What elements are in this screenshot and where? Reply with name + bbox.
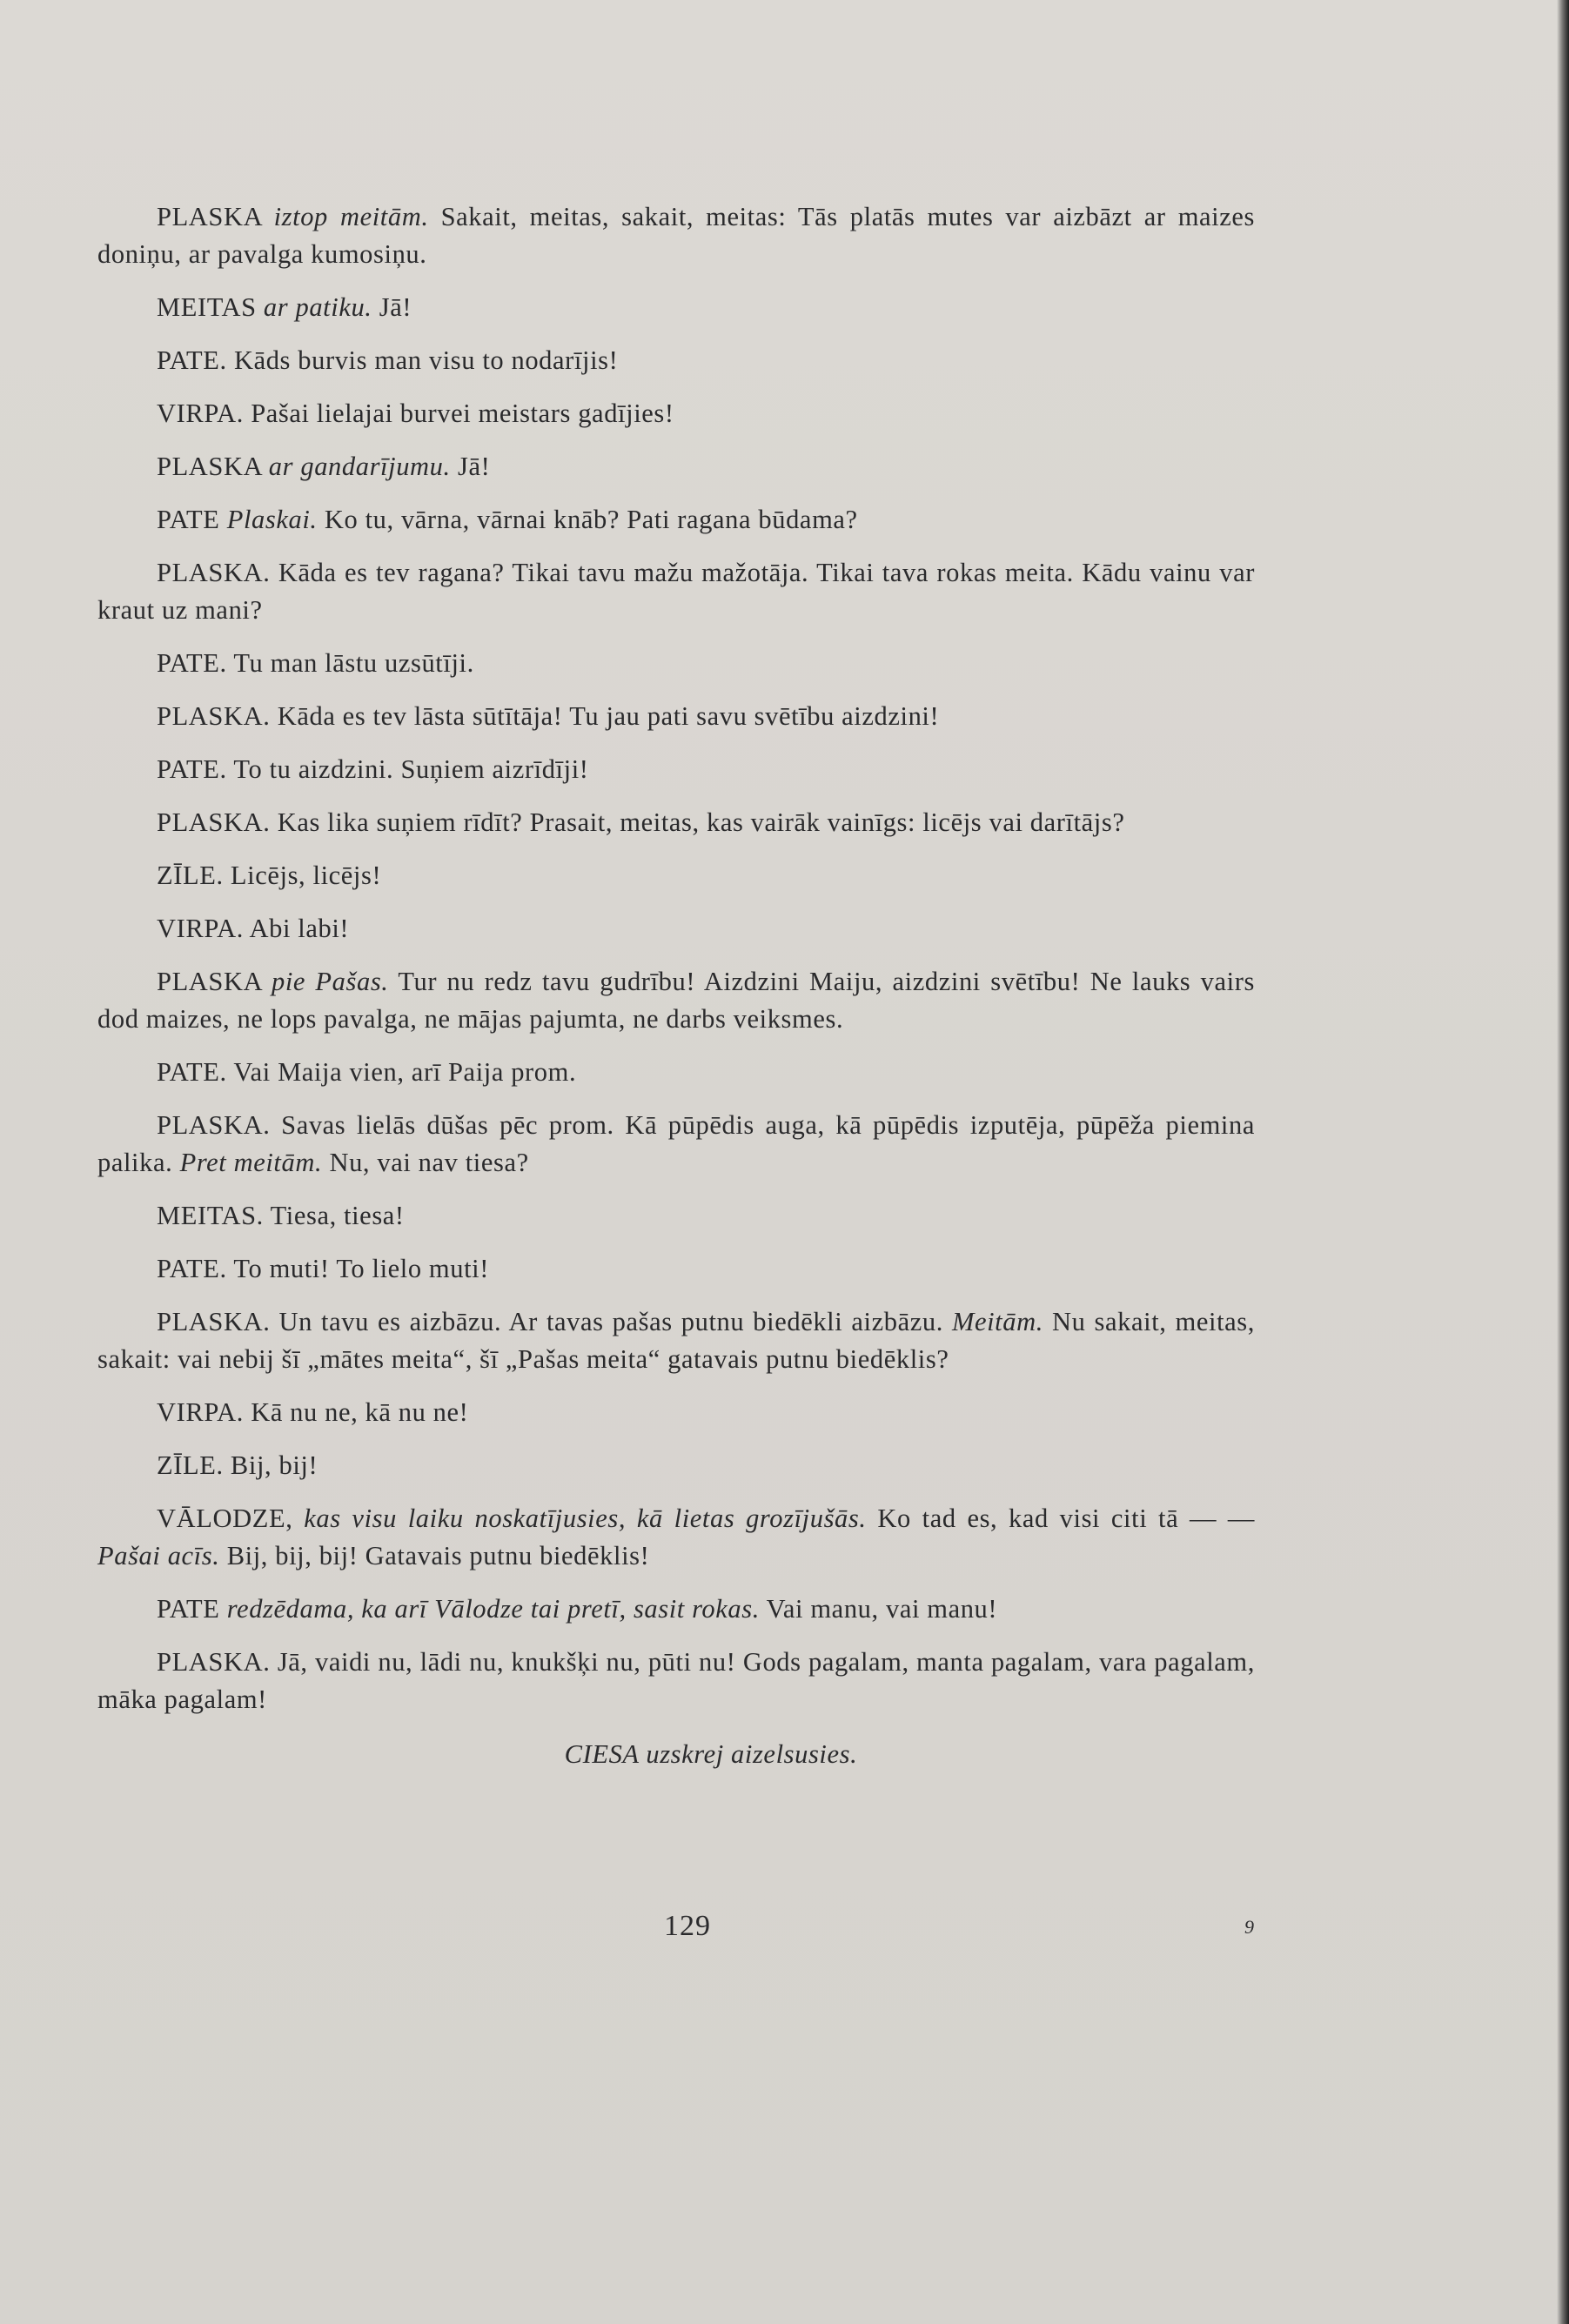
speaker-name: PLASKA. <box>157 1307 271 1336</box>
speaker-name: MEITAS. <box>157 1201 264 1230</box>
page-edge-shadow <box>1557 0 1569 2324</box>
speaker-name: PATE. <box>157 1254 227 1283</box>
speech-text: To tu aizdzini. Suņiem aizrīdīji! <box>233 754 589 784</box>
dialogue-paragraph <box>97 1054 1255 1091</box>
speech-text: Tiesa, tiesa! <box>270 1201 405 1230</box>
speaker-name: PLASKA. <box>157 558 271 587</box>
speech-text: Sakait, meitas, sakait, meitas: Tās platās mutes var aizbāzt ar maizes doniņu, ar pavalga kumosiņu. <box>97 202 1255 269</box>
speech-text: Tu man lāstu uzsūtīji. <box>233 648 474 678</box>
dialogue-paragraph <box>97 1107 1255 1182</box>
speech-text: Ko tu, vārna, vārnai knāb? Pati ragana būdama? <box>324 505 858 534</box>
speech-text: Kāds burvis man visu to nodarījis! <box>233 345 619 375</box>
speech-text: Kāda es tev lāsta sūtītāja! Tu jau pati savu svētību aizdzini! <box>277 701 940 731</box>
speech-text: Savas lielās dūšas pēc prom. Kā pūpēdis auga, kā pūpēdis izputēja, pūpēža pieminа palika. <box>97 1110 1255 1177</box>
dialogue-paragraph <box>97 645 1255 682</box>
stage-direction: Pret meitām. <box>179 1148 323 1177</box>
dialogue-paragraph <box>97 910 1255 948</box>
speech-text: Jā! <box>458 452 491 481</box>
speaker-name: ZĪLE. <box>157 1450 224 1480</box>
stage-direction: pie Pašas. <box>271 967 389 996</box>
speech-text: Vai Maija vien, arī Paija prom. <box>233 1057 577 1087</box>
dialogue-paragraph <box>97 1303 1255 1378</box>
speaker-name: VĀLODZE, <box>157 1504 293 1533</box>
dialogue-paragraph <box>97 342 1255 379</box>
dialogue-paragraph <box>97 1447 1255 1484</box>
speaker-name: PLASKA <box>157 202 262 231</box>
speech-text: Nu sakait, meitas, sakait: vai nebij šī „mātes meita“, šī „Pašas meita“ gatavais putnu biedēklis? <box>97 1307 1255 1374</box>
stage-direction: Pašai acīs. <box>97 1541 220 1571</box>
speaker-name: PATE. <box>157 648 227 678</box>
speech-text: Ko tad es, kad visi citi tā — — <box>877 1504 1255 1533</box>
page-number: 129 <box>664 1910 711 1942</box>
stage-direction: iztop meitām. <box>273 202 429 231</box>
dialogue-paragraph <box>97 554 1255 629</box>
speech-text: Abi labi! <box>249 914 350 943</box>
dialogue-paragraph <box>97 804 1255 841</box>
speech-text: Jā! <box>379 292 412 322</box>
speech-text: Kā nu ne, kā nu ne! <box>251 1397 469 1427</box>
dialogue-paragraph <box>97 1591 1255 1628</box>
dialogue-paragraph <box>97 448 1255 486</box>
speech-text: Pašai lielajai burvei meistars gadījies! <box>251 398 674 428</box>
speaker-name: PLASKA. <box>157 701 271 731</box>
speech-text: Bij, bij! <box>230 1450 318 1480</box>
speaker-name: PATE. <box>157 345 227 375</box>
speaker-name: PLASKA <box>157 967 262 996</box>
stage-direction: Meitām. <box>951 1307 1043 1336</box>
dialogue-paragraph <box>97 698 1255 735</box>
speaker-name: PATE <box>157 1594 220 1624</box>
speech-text: Kas lika suņiem rīdīt? Prasait, meitas, kas vairāk vainīgs: licējs vai darītājs? <box>277 807 1125 837</box>
speaker-name: PLASKA. <box>157 807 271 837</box>
speech-text: Kāda es tev ragana? Tikai tavu mažu mažotāja. Tikai tava rokas meita. Kādu vainu var kraut uz mani? <box>97 558 1255 625</box>
speech-text: Bij, bij, bij! Gatavais putnu biedēklis! <box>226 1541 650 1571</box>
speaker-name: VIRPA. <box>157 914 244 943</box>
dialogue-paragraph <box>97 857 1255 894</box>
speech-text: Licējs, licējs! <box>230 861 382 890</box>
speaker-name: VIRPA. <box>157 398 244 428</box>
dialogue-paragraph <box>97 198 1255 273</box>
speaker-name: PLASKA. <box>157 1110 271 1140</box>
dialogue-paragraph <box>97 1197 1255 1235</box>
dialogue-paragraph <box>97 751 1255 788</box>
speaker-name: ZĪLE. <box>157 861 224 890</box>
speaker-name: VIRPA. <box>157 1397 244 1427</box>
dialogue-paragraph <box>97 963 1255 1038</box>
speech-text: Jā, vaidi nu, lādi nu, knukšķi nu, pūti nu! Gods pagalam, manta pagalam, vara pagalam, māka pagalam! <box>97 1647 1255 1714</box>
speech-text: To muti! To lielo muti! <box>233 1254 490 1283</box>
speech-text: Un tavu es aizbāzu. Ar tavas pašas putnu biedēkli aizbāzu. <box>278 1307 943 1336</box>
speaker-name: PLASKA. <box>157 1647 271 1677</box>
stage-direction: Plaskai. <box>226 505 318 534</box>
dialogue-paragraph <box>97 1250 1255 1288</box>
speech-text: Tur nu redz tavu gudrību! Aizdzini Maiju, aizdzini svētību! Ne lauks vairs dod maizes, ne lops pavalga, ne mājas pajumta, ne darbs veiksmes. <box>97 967 1255 1034</box>
dialogue-paragraph <box>97 395 1255 432</box>
dialogue-paragraph <box>97 1500 1255 1575</box>
speech-text: Nu, vai nav tiesa? <box>329 1148 529 1177</box>
dialogue-paragraph <box>97 501 1255 539</box>
signature-mark: 9 <box>1244 1916 1254 1938</box>
speaker-name: PATE. <box>157 1057 227 1087</box>
stage-direction: ar gandarījumu. <box>268 452 451 481</box>
speaker-name: PATE. <box>157 754 227 784</box>
speaker-name: MEITAS <box>157 292 257 322</box>
closing-stage-direction: CIESA uzskrej aizelsusies. <box>564 1739 858 1769</box>
stage-direction: redzēdama, ka arī Vālodze tai pretī, sasit rokas. <box>226 1594 760 1624</box>
dialogue-paragraph <box>97 289 1255 326</box>
speech-text: Vai manu, vai manu! <box>766 1594 998 1624</box>
stage-direction: kas visu laiku noskatījusies, kā lietas grozījušās. <box>304 1504 867 1533</box>
play-text <box>97 198 1255 1789</box>
dialogue-paragraph <box>97 1394 1255 1431</box>
stage-direction: ar patiku. <box>263 292 372 322</box>
speaker-name: PLASKA <box>157 452 262 481</box>
dialogue-paragraph <box>97 1644 1255 1718</box>
speaker-name: PATE <box>157 505 220 534</box>
